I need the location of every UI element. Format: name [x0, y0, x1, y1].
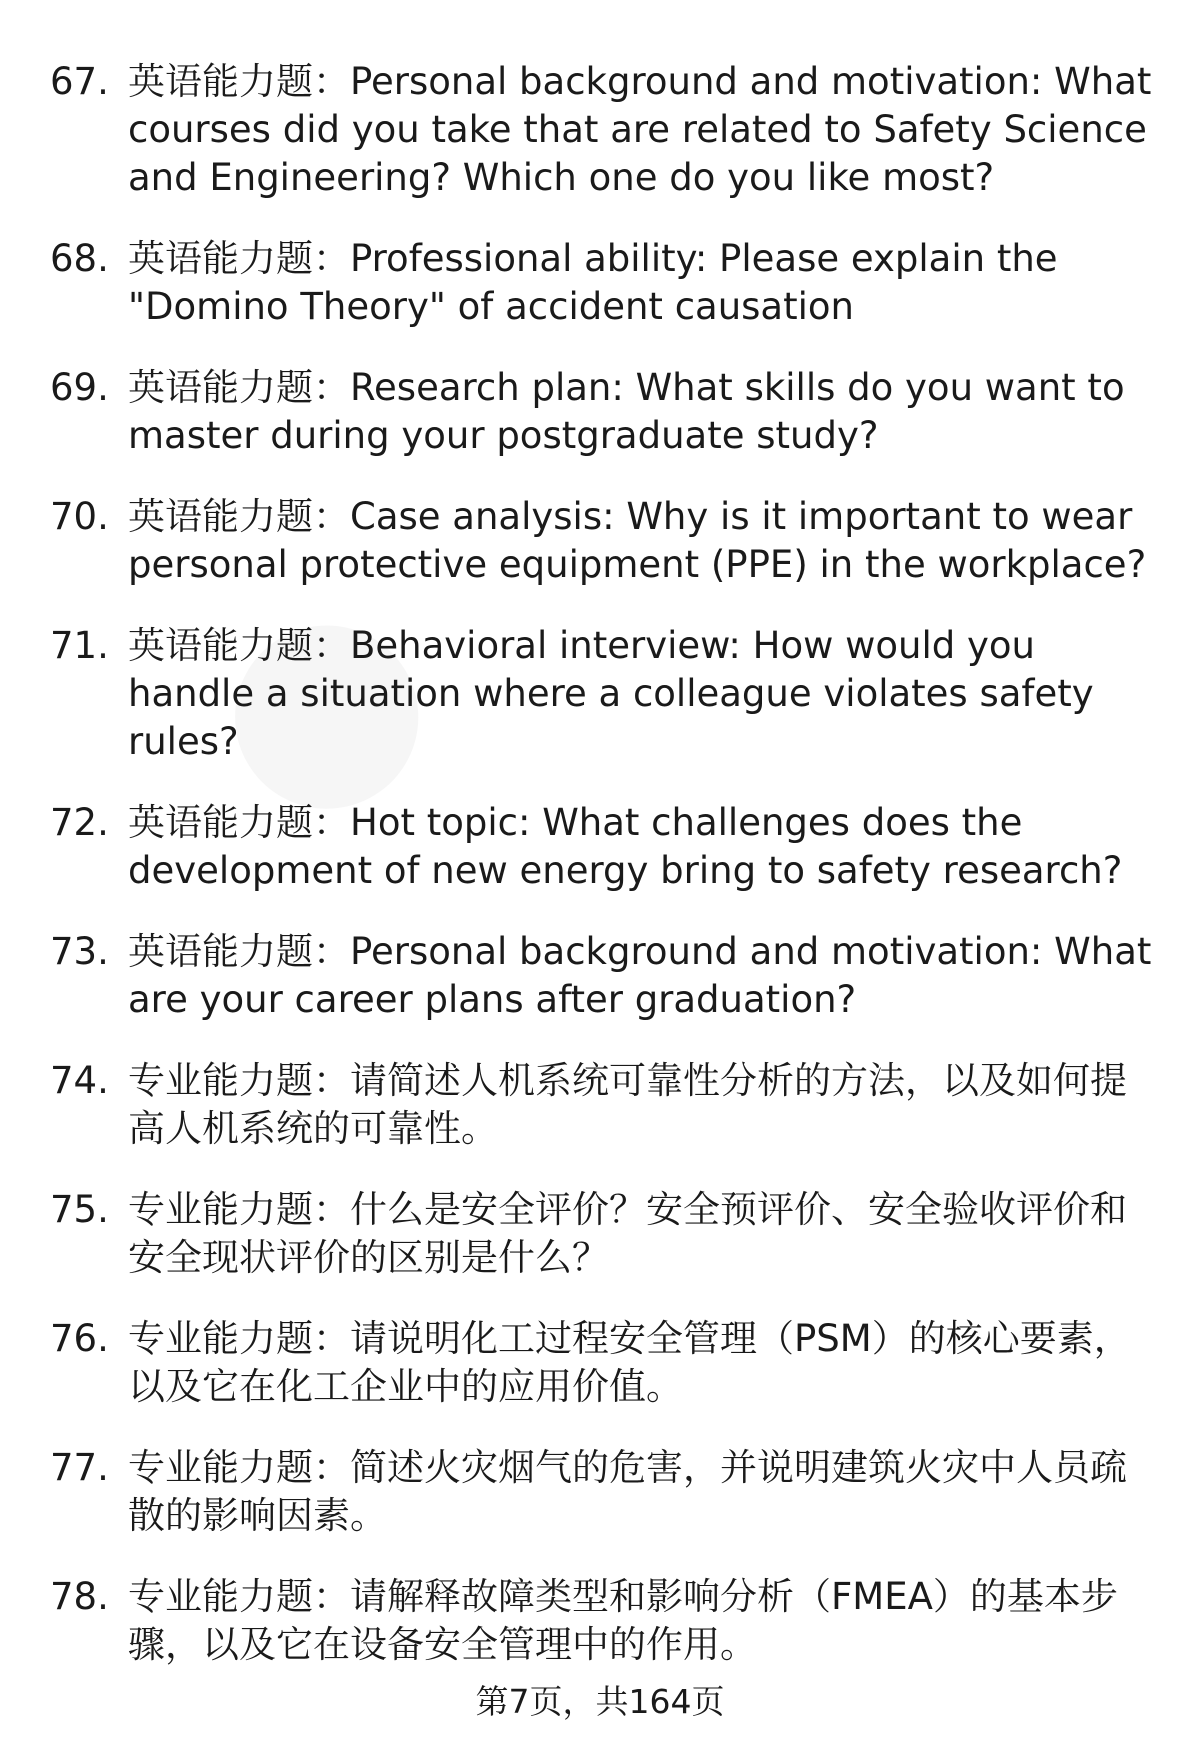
- question-number: 74.: [50, 1059, 109, 1102]
- question-number: 67.: [50, 60, 109, 103]
- question-text: 英语能力题：Case analysis: Why is it important to wear personal protective equipment (PPE) in the workplace?: [128, 495, 1147, 586]
- question-text: 专业能力题：请解释故障类型和影响分析（FMEA）的基本步骤，以及它在设备安全管理中的作用。: [128, 1575, 1118, 1666]
- question-item: [50, 58, 1160, 202]
- question-item: [50, 1444, 1160, 1540]
- question-number: 71.: [50, 624, 109, 667]
- question-list: [50, 58, 1160, 1702]
- question-item: [50, 622, 1160, 766]
- question-text: 英语能力题：Professional ability: Please explain the "Domino Theory" of accident causation: [128, 237, 1058, 328]
- question-text: 英语能力题：Personal background and motivation: What courses did you take that are related to Safety Science and Engineering? Which one do you like most?: [128, 60, 1152, 199]
- question-item: [50, 235, 1160, 331]
- question-number: 72.: [50, 801, 109, 844]
- question-text: 专业能力题：请简述人机系统可靠性分析的方法，以及如何提高人机系统的可靠性。: [128, 1059, 1127, 1150]
- question-number: 77.: [50, 1446, 109, 1489]
- question-item: [50, 1315, 1160, 1411]
- question-number: 70.: [50, 495, 109, 538]
- question-number: 78.: [50, 1575, 109, 1618]
- page-footer: 第7页，共164页: [475, 1682, 725, 1721]
- question-item: [50, 928, 1160, 1024]
- question-text: 英语能力题：Behavioral interview: How would you handle a situation where a colleague violates safety rules?: [128, 624, 1094, 763]
- question-item: [50, 1057, 1160, 1153]
- question-number: 69.: [50, 366, 109, 409]
- question-text: 英语能力题：Research plan: What skills do you want to master during your postgraduate study?: [128, 366, 1125, 457]
- question-text: 专业能力题：什么是安全评价？安全预评价、安全验收评价和安全现状评价的区别是什么？: [128, 1188, 1127, 1279]
- question-text: 专业能力题：简述火灾烟气的危害，并说明建筑火灾中人员疏散的影响因素。: [128, 1446, 1127, 1537]
- question-item: [50, 364, 1160, 460]
- question-text: 英语能力题：Personal background and motivation: What are your career plans after graduation?: [128, 930, 1152, 1021]
- question-item: [50, 493, 1160, 589]
- question-item: [50, 1573, 1160, 1669]
- question-number: 68.: [50, 237, 109, 280]
- question-number: 73.: [50, 930, 109, 973]
- question-item: [50, 1186, 1160, 1282]
- question-number: 76.: [50, 1317, 109, 1360]
- question-text: 英语能力题：Hot topic: What challenges does the development of new energy bring to safety research?: [128, 801, 1123, 892]
- question-item: [50, 799, 1160, 895]
- question-number: 75.: [50, 1188, 109, 1231]
- question-text: 专业能力题：请说明化工过程安全管理（PSM）的核心要素，以及它在化工企业中的应用价值。: [128, 1317, 1131, 1408]
